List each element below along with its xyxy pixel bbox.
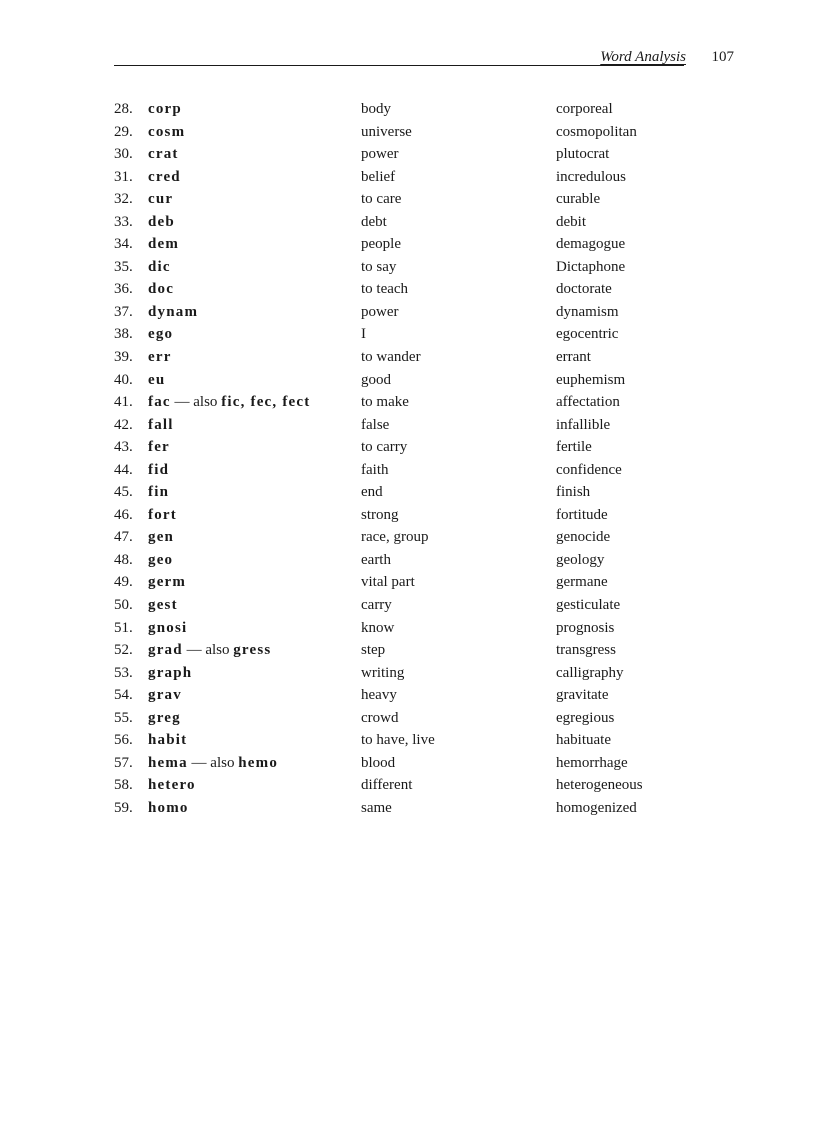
example-word: curable (556, 191, 601, 208)
entry-number: 38. (114, 326, 133, 343)
example-word: egregious (556, 709, 615, 726)
list-item (114, 686, 734, 709)
example-word: affectation (556, 394, 620, 411)
root-cell (148, 619, 187, 638)
root-meaning: know (361, 619, 395, 636)
root-cell (148, 393, 310, 412)
example-word: gesticulate (556, 597, 621, 614)
entry-number: 50. (114, 597, 133, 614)
root-cell (148, 145, 179, 164)
list-item (114, 145, 734, 168)
entry-number: 42. (114, 416, 133, 433)
root-cell (148, 776, 196, 795)
root-cell (148, 100, 182, 119)
entry-number: 40. (114, 371, 133, 388)
root-meaning: step (361, 642, 386, 659)
running-head: Word Analysis (600, 49, 686, 65)
root-meaning: people (361, 236, 401, 253)
entry-number: 58. (114, 777, 133, 794)
list-item (114, 438, 734, 461)
root-cell (148, 303, 198, 322)
page-number: 107 (711, 49, 734, 65)
list-item (114, 573, 734, 596)
word-root: dic (148, 258, 171, 275)
list-item (114, 709, 734, 732)
root-cell (148, 664, 192, 683)
entry-number: 55. (114, 709, 133, 726)
entry-number: 45. (114, 484, 133, 501)
root-cell (148, 483, 169, 502)
word-root: geo (148, 551, 174, 568)
root-meaning: writing (361, 664, 405, 681)
root-meaning: different (361, 777, 413, 794)
root-meaning: to care (361, 191, 402, 208)
word-root-list (114, 100, 734, 822)
list-item (114, 731, 734, 754)
word-root: hetero (148, 777, 196, 794)
root-cell (148, 438, 170, 457)
root-meaning: to carry (361, 439, 408, 456)
root-cell (148, 551, 173, 570)
word-root: fin (148, 484, 170, 501)
root-meaning: race, group (361, 529, 429, 546)
list-item (114, 528, 734, 551)
root-cell (148, 258, 171, 277)
entry-number: 33. (114, 213, 133, 230)
entry-number: 54. (114, 687, 133, 704)
entry-number: 47. (114, 529, 133, 546)
example-word: homogenized (556, 799, 637, 816)
root-cell (148, 506, 177, 525)
list-item (114, 371, 734, 394)
word-root: graph (148, 664, 193, 681)
root-meaning: to say (361, 258, 397, 275)
root-cell (148, 799, 189, 818)
root-cell (148, 461, 169, 480)
root-cell (148, 596, 178, 615)
example-word: demagogue (556, 236, 626, 253)
list-item (114, 258, 734, 281)
also-note: — also (187, 754, 235, 771)
example-word: gravitate (556, 687, 609, 704)
entry-number: 28. (114, 101, 133, 117)
root-meaning: to wander (361, 349, 421, 366)
list-item (114, 123, 734, 146)
example-word: euphemism (556, 371, 626, 388)
word-root: homo (148, 799, 189, 816)
list-item (114, 168, 734, 191)
entry-number: 51. (114, 619, 133, 636)
example-word: infallible (556, 416, 611, 433)
word-root: fer (148, 439, 170, 456)
list-item (114, 303, 734, 326)
root-meaning: carry (361, 597, 392, 614)
root-cell (148, 235, 179, 254)
root-meaning: strong (361, 506, 399, 523)
word-root: ego (148, 326, 174, 343)
entry-number: 53. (114, 664, 133, 681)
entry-number: 59. (114, 799, 133, 816)
also-note: — also (182, 642, 230, 659)
root-meaning: heavy (361, 687, 397, 704)
root-cell (148, 123, 185, 142)
page-header (114, 48, 734, 66)
entry-number: 57. (114, 754, 133, 771)
root-meaning: debt (361, 213, 387, 230)
example-word: prognosis (556, 619, 615, 636)
example-word: dynamism (556, 303, 619, 320)
word-root: eu (148, 371, 166, 388)
word-root: crat (148, 146, 179, 163)
root-cell (148, 348, 172, 367)
root-meaning: faith (361, 461, 389, 478)
entry-number: 36. (114, 281, 133, 298)
root-cell (148, 280, 174, 299)
example-word: geology (556, 551, 605, 568)
alternate-roots: gress (233, 642, 272, 659)
root-cell (148, 709, 181, 728)
list-item (114, 235, 734, 258)
word-root: cur (148, 191, 174, 208)
example-word: calligraphy (556, 664, 624, 681)
example-word: Dictaphone (556, 258, 626, 275)
word-root: fall (148, 416, 174, 433)
example-word: habituate (556, 732, 611, 749)
root-cell (148, 325, 173, 344)
example-word: hemorrhage (556, 754, 628, 771)
entry-number: 41. (114, 394, 133, 411)
list-item (114, 619, 734, 642)
example-word: finish (556, 484, 591, 501)
list-item (114, 596, 734, 619)
word-root: fid (148, 461, 170, 478)
example-word: plutocrat (556, 146, 610, 163)
example-word: incredulous (556, 168, 626, 185)
list-item (114, 551, 734, 574)
example-word: genocide (556, 529, 611, 546)
root-meaning: I (361, 326, 366, 343)
word-root: fac (148, 394, 171, 411)
root-meaning: to make (361, 394, 409, 411)
also-note: — also (170, 394, 218, 411)
list-item (114, 754, 734, 777)
list-item (114, 393, 734, 416)
word-root: greg (148, 709, 181, 726)
root-cell (148, 641, 271, 660)
list-item (114, 280, 734, 303)
entry-number: 48. (114, 551, 133, 568)
example-word: confidence (556, 461, 622, 478)
root-meaning: false (361, 416, 390, 433)
list-item (114, 416, 734, 439)
root-cell (148, 371, 165, 390)
word-root: hema (148, 754, 188, 771)
root-meaning: belief (361, 168, 396, 185)
word-root: dynam (148, 303, 199, 320)
root-cell (148, 754, 278, 773)
word-root: grad (148, 642, 183, 659)
root-meaning: earth (361, 551, 391, 568)
list-item (114, 100, 734, 123)
word-root: cred (148, 168, 181, 185)
example-word: fortitude (556, 506, 608, 523)
word-root: gen (148, 529, 175, 546)
root-meaning: crowd (361, 709, 399, 726)
example-word: errant (556, 349, 591, 366)
entry-number: 37. (114, 303, 133, 320)
word-root: cosm (148, 123, 186, 140)
word-root: germ (148, 574, 187, 591)
example-word: germane (556, 574, 608, 591)
word-root: corp (148, 101, 182, 117)
root-meaning: power (361, 146, 399, 163)
list-item (114, 506, 734, 529)
word-root: grav (148, 687, 182, 704)
entry-number: 46. (114, 506, 133, 523)
root-meaning: universe (361, 123, 412, 140)
entry-number: 44. (114, 461, 133, 478)
list-item (114, 190, 734, 213)
root-meaning: to have, live (361, 732, 435, 749)
list-item (114, 461, 734, 484)
root-meaning: power (361, 303, 399, 320)
entry-number: 52. (114, 642, 133, 659)
entry-number: 43. (114, 439, 133, 456)
alternate-roots: fic, fec, fect (221, 394, 311, 411)
entry-number: 56. (114, 732, 133, 749)
root-meaning: vital part (361, 574, 415, 591)
example-word: doctorate (556, 281, 612, 298)
entry-number: 30. (114, 146, 133, 163)
entry-number: 29. (114, 123, 133, 140)
list-item (114, 799, 734, 822)
list-item (114, 641, 734, 664)
root-meaning: good (361, 371, 391, 388)
entry-number: 49. (114, 574, 133, 591)
example-word: debit (556, 213, 586, 230)
list-item (114, 348, 734, 371)
root-meaning: same (361, 799, 392, 816)
word-root: fort (148, 506, 177, 523)
example-word: fertile (556, 439, 592, 456)
root-cell (148, 416, 174, 435)
root-cell (148, 573, 186, 592)
word-root: habit (148, 732, 188, 749)
root-meaning: to teach (361, 281, 409, 298)
word-root: doc (148, 281, 175, 298)
root-cell (148, 190, 173, 209)
header-rule (114, 65, 684, 66)
example-word: corporeal (556, 101, 613, 117)
entry-number: 31. (114, 168, 133, 185)
example-word: cosmopolitan (556, 123, 637, 140)
word-root: gnosi (148, 619, 188, 636)
list-item (114, 325, 734, 348)
root-meaning: end (361, 484, 383, 501)
word-root: deb (148, 213, 175, 230)
entry-number: 35. (114, 258, 133, 275)
word-root: err (148, 349, 172, 366)
root-cell (148, 528, 174, 547)
list-item (114, 776, 734, 799)
root-meaning: blood (361, 754, 396, 771)
list-item (114, 483, 734, 506)
root-cell (148, 168, 181, 187)
root-meaning: body (361, 101, 391, 117)
example-word: transgress (556, 642, 616, 659)
entry-number: 39. (114, 349, 133, 366)
example-word: heterogeneous (556, 777, 643, 794)
word-root: dem (148, 236, 180, 253)
word-root: gest (148, 597, 178, 614)
list-item (114, 664, 734, 687)
root-cell (148, 213, 175, 232)
entry-number: 34. (114, 236, 133, 253)
alternate-roots: hemo (238, 754, 279, 771)
root-cell (148, 686, 182, 705)
example-word: egocentric (556, 326, 619, 343)
list-item (114, 213, 734, 236)
root-cell (148, 731, 187, 750)
entry-number: 32. (114, 191, 133, 208)
